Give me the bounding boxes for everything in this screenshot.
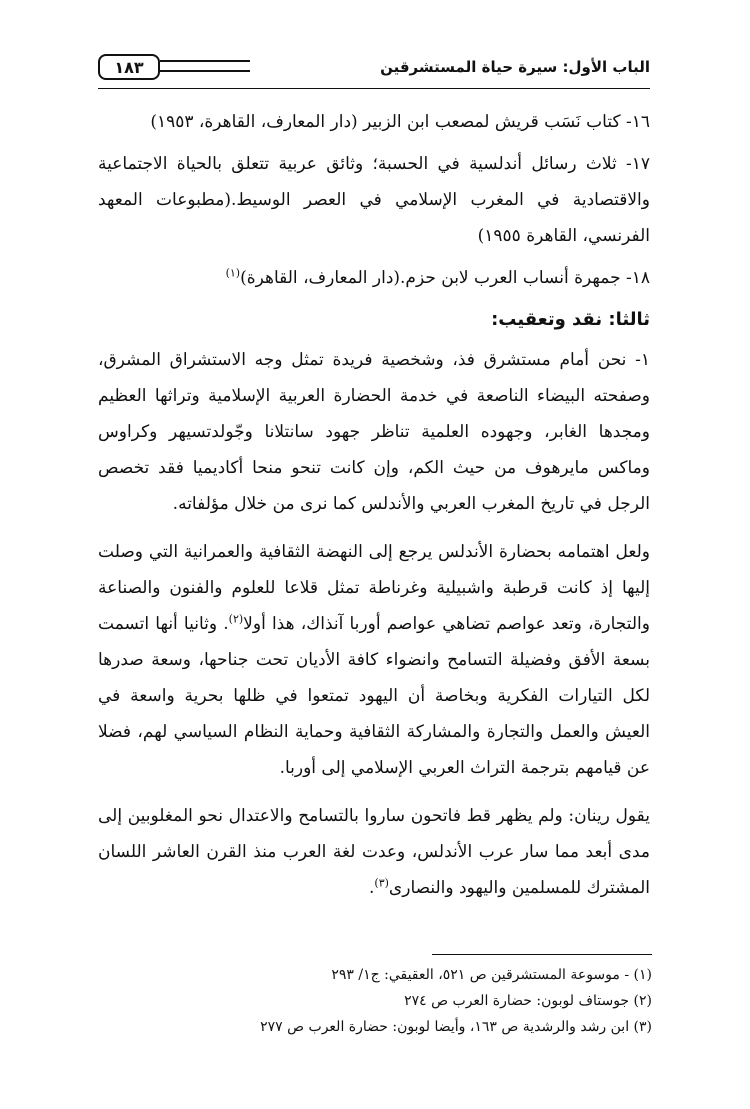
header-divider <box>98 88 650 89</box>
paragraph-3-end: . <box>369 878 375 898</box>
page-number: ١٨٣ <box>98 54 160 80</box>
footnote-2: (٢) جوستاف لوبون: حضارة العرب ص ٢٧٤ <box>404 993 652 1009</box>
footnote-ref-2[interactable]: (٢) <box>228 612 244 626</box>
paragraph-3-text: يقول رينان: ولم يظهر قط فاتحون ساروا بالتسامح والاعتدال نحو المغلوبين إلى مدى أبعد مما سار عرب الأندلس، وعدت لغة العرب منذ القرن العاشر اللسان المشترك للمسلمين واليهود والنصارى <box>98 806 650 898</box>
footnote-ref-1[interactable]: (١) <box>225 266 241 280</box>
list-item-17: ١٧- ثلاث رسائل أندلسية في الحسبة؛ وثائق عربية تتعلق بالحياة الاجتماعية والاقتصادية في المغرب الإسلامي في العصر الوسيط.(مطبوعات المعهد الفرنسي، القاهرة ١٩٥٥) <box>98 154 650 246</box>
list-item-18-text: ١٨- جمهرة أنساب العرب لابن حزم.(دار المعارف، القاهرة) <box>240 268 650 288</box>
paragraph-2-part-b: . وثانيا أنها اتسمت بسعة الأفق وفضيلة التسامح وانضواء كافة الأديان تحت جناحها، وسعة صدرها لكل التيارات الفكرية وبخاصة أن اليهود تمتعوا في ظلها بحرية واسعة في العيش والعمل والتجارة والمشاركة الثقافية وحماية النظام السياسي لهم، فضلا عن قيامهم بترجمة التراث العربي الإسلامي إلى أوربا. <box>98 614 650 778</box>
paragraph-2 <box>98 534 650 786</box>
paragraph-1: ١- نحن أمام مستشرق فذ، وشخصية فريدة تمثل وجه الاستشراق المشرق، وصفحته البيضاء الناصعة في خدمة الحضارة العربية الإسلامية وتراثها العظيم ومجدها الغابر، وجهوده العلمية تناظر جهود سانتلانا وجّولدتسيهر وكراوس وماكس مايرهوف من حيث الكم، وإن كانت تنحو منحا أكاديميا فقد تخصص الرجل في تاريخ المغرب العربي والأندلس كما نرى من خلال مؤلفاته. <box>98 350 650 514</box>
footnote-divider <box>432 954 652 955</box>
footnotes <box>100 962 652 1040</box>
paragraph-2-part-a: ولعل اهتمامه بحضارة الأندلس يرجع إلى النهضة الثقافية والعمرانية التي وصلت إليها إذ كانت قرطبة واشبيلية وغرناطة تمثل قلاعا للعلوم والفنون والصناعة والتجارة، وتعد عواصم تضاهي عواصم أوربا آنذاك، هذا أولا <box>98 542 650 634</box>
list-item-18 <box>98 260 650 296</box>
footnote-3: (٣) ابن رشد والرشدية ص ١٦٣، وأيضا لوبون: حضارة العرب ص ٢٧٧ <box>260 1019 652 1035</box>
paragraph-3 <box>98 798 650 906</box>
footnote-1: (١) - موسوعة المستشرقين ص ٥٢١، العقيقي: ج١/ ٢٩٣ <box>331 967 652 983</box>
page-header <box>98 52 650 86</box>
footnote-ref-3[interactable]: (٣) <box>374 876 389 890</box>
chapter-title: الباب الأول: سيرة حياة المستشرقين <box>380 58 650 76</box>
page-body <box>98 104 650 918</box>
header-ornament <box>160 60 250 72</box>
section-heading: ثالثا: نقد وتعقيب: <box>491 309 650 330</box>
list-item-16: ١٦- كتاب نَسَب قريش لمصعب ابن الزبير (دار المعارف، القاهرة، ١٩٥٣) <box>150 112 650 132</box>
